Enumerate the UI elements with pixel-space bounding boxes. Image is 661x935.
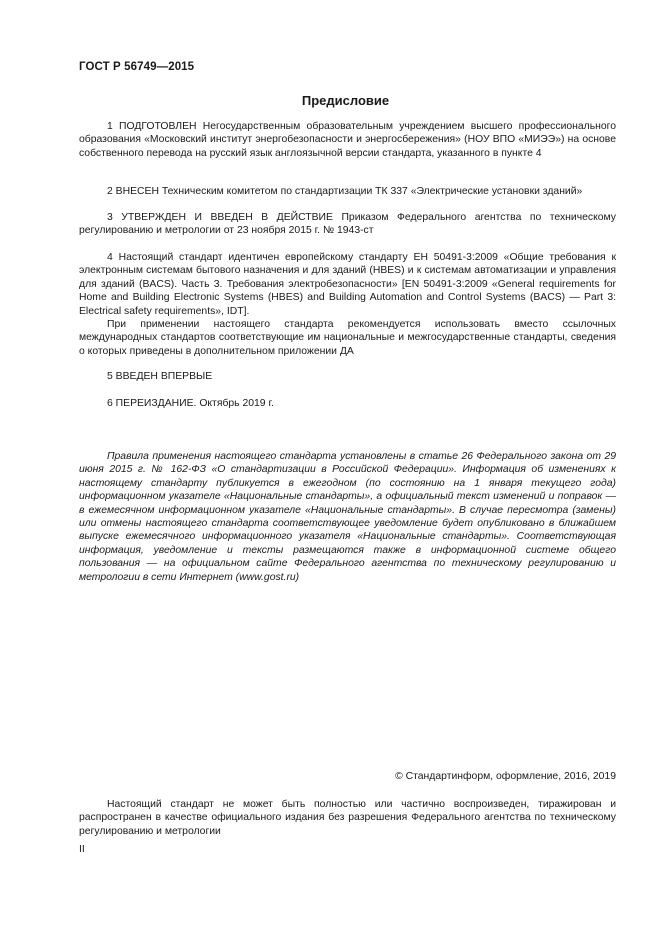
usage-rules-notice: Правила применения настоящего стандарта установлены в статье 26 Федерального закона от 29 июня 2015 г. № 162-ФЗ «О стандартизации в Российской Федерации». Информация об изменениях к настоящему стандарту публикуется в ежегодном (по состоянию на 1 января текущего года) информационном указателе «Национальные стандарты», а официальный текст изменений и поправок — в ежемесячном информационном указателе «Национальные стандарты». В случае пересмотра (замены) или отмены настоящего стандарта соответствующее уведомление будет опубликовано в ближайшем выпуске ежемесячного информационного указателя «Национальные стандарты». Соответствующая информация, уведомление и тексты размещаются также в информационной системе общего пользования — на официальном сайте Федерального агентства по техническому регулированию и метрологии в сети Интернет (www.gost.ru) (79, 451, 616, 583)
paragraph-identical-standard: 4 Настоящий стандарт идентичен европейскому стандарту ЕН 50491-3:2009 «Общие требования к электронным системам бытового назначения и для зданий (HBES) и к системам автоматизации и управления для зданий (BACS). Часть 3. Требования электробезопасности» [EN 50491-3:2009 «General requirements for Home and Building Electronic Systems (HBES) and Building Automation and Control Systems (BACS) — Part 3: Electrical safety requirements», IDT]. (79, 252, 616, 317)
paragraph-references: При применении настоящего стандарта рекомендуется использовать вместо ссылочных международных стандартов соответствующие им национальные и межгосударственные стандарты, сведения о которых приведены в дополнительном приложении ДА (79, 319, 616, 357)
paragraph-submitted: 2 ВНЕСЕН Техническим комитетом по стандартизации ТК 337 «Электрические установки зданий» (107, 186, 583, 197)
document-code: ГОСТ Р 56749—2015 (79, 61, 195, 73)
reproduction-rights-text: Настоящий стандарт не может быть полностью или частично воспроизведен, тиражирован и распространен в качестве официального издания без разрешения Федерального агентства по техническому регулированию и метрологии (79, 799, 616, 837)
paragraph-reissue: 6 ПЕРЕИЗДАНИЕ. Октябрь 2019 г. (107, 398, 274, 409)
page-number: II (79, 844, 85, 855)
section-title: Предисловие (301, 93, 390, 108)
paragraph-introduced: 5 ВВЕДЕН ВПЕРВЫЕ (107, 371, 213, 382)
paragraph-prepared: 1 ПОДГОТОВЛЕН Негосударственным образовательным учреждением высшего профессионального образования «Московский институт энергобезопасности и энергосбережения» (НОУ ВПО «МИЭЭ») на основе собственного перевода на русский язык англоязычной версии стандарта, указанного в пункте 4 (79, 121, 616, 159)
copyright-line: © Стандартинформ, оформление, 2016, 2019 (395, 771, 616, 782)
paragraph-approved: 3 УТВЕРЖДЕН И ВВЕДЕН В ДЕЙСТВИЕ Приказом Федерального агентства по техническому регулированию и метрологии от 23 ноября 2015 г. № 1943-ст (79, 212, 616, 237)
